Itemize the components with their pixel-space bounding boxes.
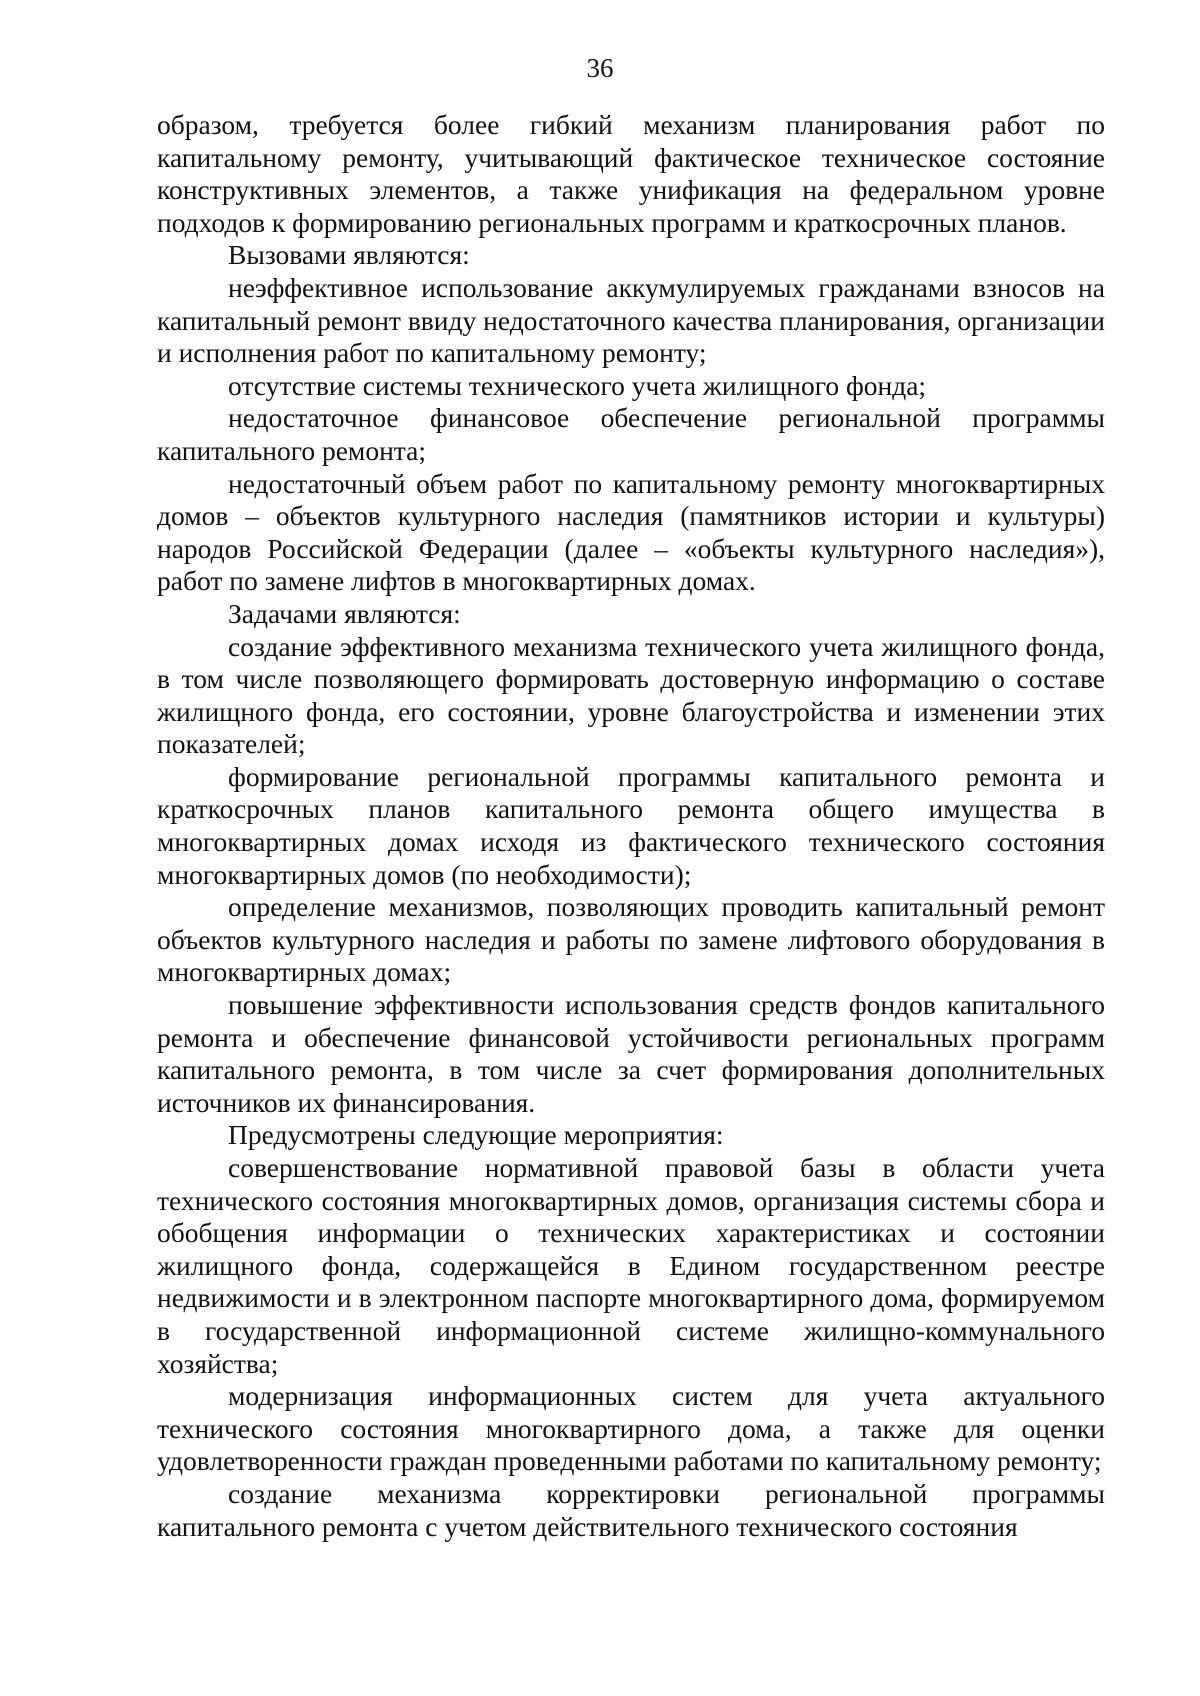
paragraph-challenge: отсутствие системы технического учета жилищного фонда;	[228, 369, 927, 401]
paragraph-tasks-heading: Задачами являются:	[228, 597, 461, 629]
paragraph-challenge: недостаточный объем работ по капитальному ремонту многоквартирных домов – объектов культурного наследия (памятников истории и культуры) народов Российской Федерации (далее – «объекты культурного наследия»), работ по замене лифтов в многоквартирных домах.	[157, 467, 1105, 597]
paragraph-continuation: образом, требуется более гибкий механизм планирования работ по капитальному ремонту, учитывающий фактическое техническое состояние конструктивных элементов, а также унификация на федеральном уровне подходов к формированию региональных программ и краткосрочных планов.	[157, 109, 1105, 238]
paragraph-task: определение механизмов, позволяющих проводить капитальный ремонт объектов культурного наследия и работы по замене лифтового оборудования в многоквартирных домах;	[157, 891, 1105, 988]
paragraph-challenge: неэффективное использование аккумулируемых гражданами взносов на капитальный ремонт ввиду недостаточного качества планирования, организации и исполнения работ по капитальному ремонту;	[157, 271, 1105, 369]
paragraph-task: создание эффективного механизма технического учета жилищного фонда, в том числе позволяющего формировать достоверную информацию о составе жилищного фонда, его состоянии, уровне благоустройства и изменении этих показателей;	[157, 630, 1105, 760]
paragraph-measure: совершенствование нормативной правовой базы в области учета технического состояния многоквартирных домов, организация системы сбора и обобщения информации о технических характеристиках и состоянии жилищного фонда, содержащейся в Едином государственном реестре недвижимости и в электронном паспорте многоквартирного дома, формируемом в государственной информационной системе жилищно-коммунального хозяйства;	[157, 1152, 1105, 1379]
paragraph-task: формирование региональной программы капитального ремонта и краткосрочных планов капитального ремонта общего имущества в многоквартирных домах исходя из фактического технического состояния многоквартирных домов (по необходимости);	[157, 760, 1105, 890]
paragraph-measures-heading: Предусмотрены следующие мероприятия:	[228, 1119, 724, 1151]
paragraph-task: повышение эффективности использования средств фондов капитального ремонта и обеспечение финансовой устойчивости региональных программ капитального ремонта, в том числе за счет формирования дополнительных источников их финансирования.	[157, 989, 1105, 1118]
paragraph-measure: модернизация информационных систем для учета актуального технического состояния многоквартирного дома, а также для оценки удовлетворенности граждан проведенными работами по капитальному ремонту;	[157, 1380, 1105, 1477]
paragraph-challenges-heading: Вызовами являются:	[228, 239, 470, 271]
page-number: 36	[586, 53, 614, 83]
paragraph-challenge: недостаточное финансовое обеспечение региональной программы капитального ремонта;	[157, 402, 1105, 466]
paragraph-measure: создание механизма корректировки региональной программы капитального ремонта с учетом действительного технического состояния	[157, 1477, 1105, 1542]
document-body	[157, 109, 1105, 1543]
